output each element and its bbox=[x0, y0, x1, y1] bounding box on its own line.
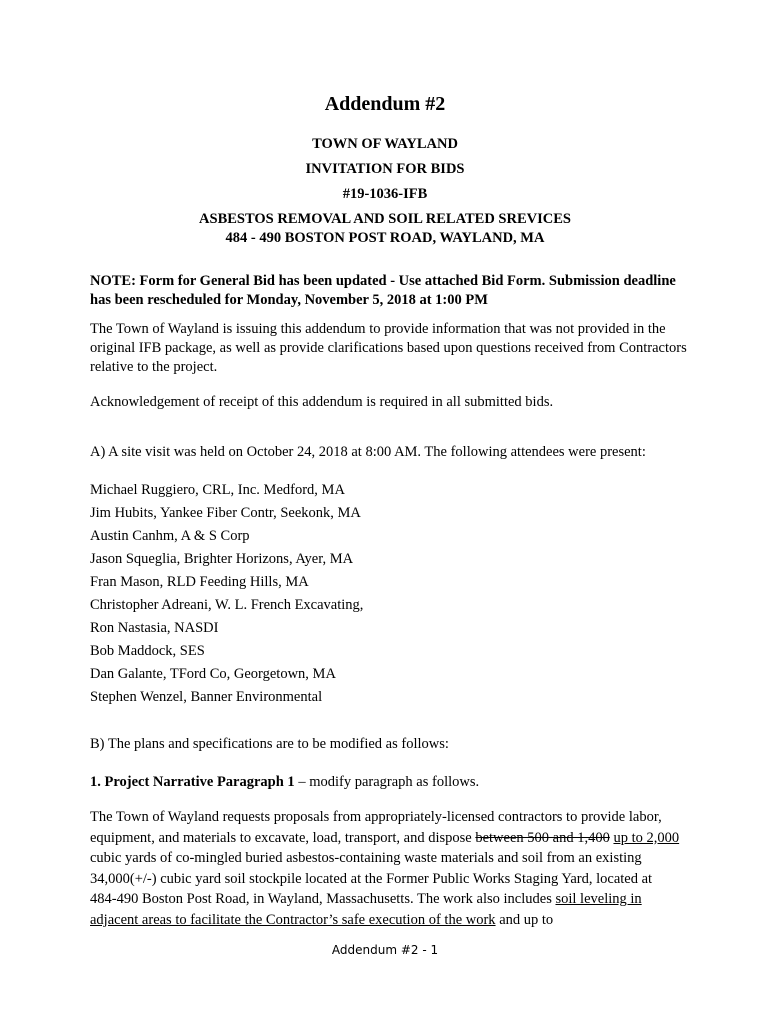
note-paragraph: NOTE: Form for General Bid has been updated - Use attached Bid Form. Submission deadline has been rescheduled for Monday, November 5, 2018 at 1:00 PM bbox=[90, 273, 676, 308]
item-1 bbox=[90, 773, 690, 792]
project-narrative-paragraph bbox=[90, 807, 680, 931]
inserted-text: soil leveling in adjacent areas to facilitate the Contractor’s safe execution of the work bbox=[90, 891, 642, 928]
attendee-list bbox=[90, 481, 690, 711]
list-item: Michael Ruggiero, CRL, Inc. Medford, MA bbox=[90, 482, 345, 498]
section-b-modifications: B) The plans and specifications are to be modified as follows: bbox=[90, 736, 449, 752]
intro-paragraph: The Town of Wayland is issuing this addendum to provide information that was not provided in the original IFB package, as well as provide clarifications based upon questions received from Contractors relative to the project. bbox=[90, 321, 687, 375]
list-item: Fran Mason, RLD Feeding Hills, MA bbox=[90, 574, 309, 590]
list-item: Christopher Adreani, W. L. French Excavating, bbox=[90, 597, 364, 613]
deleted-text: between 500 and 1,400 bbox=[475, 829, 610, 846]
acknowledgement-paragraph: Acknowledgement of receipt of this addendum is required in all submitted bids. bbox=[90, 394, 554, 410]
narrative-text: The Town of Wayland requests proposals from appropriately-licensed contractors to provide labor, equipment, and materials to excavate, load, transport, and dispose bbox=[90, 809, 662, 846]
header-project-address: 484 - 490 BOSTON POST ROAD, WAYLAND, MA bbox=[225, 230, 545, 246]
list-item: Dan Galante, TFord Co, Georgetown, MA bbox=[90, 666, 336, 682]
section-a-site-visit: A) A site visit was held on October 24, 2018 at 8:00 AM. The following attendees were present: bbox=[90, 444, 646, 460]
list-item: Bob Maddock, SES bbox=[90, 643, 205, 659]
header-bid-number: #19-1036-IFB bbox=[342, 186, 428, 202]
inserted-text: up to 2,000 bbox=[613, 829, 680, 846]
list-item: Austin Canhm, A & S Corp bbox=[90, 528, 250, 544]
list-item: Ron Nastasia, NASDI bbox=[90, 620, 219, 636]
list-item: Jason Squeglia, Brighter Horizons, Ayer, MA bbox=[90, 551, 354, 567]
header-project-name: ASBESTOS REMOVAL AND SOIL RELATED SREVICES bbox=[199, 211, 571, 227]
narrative-text: cubic yards of co-mingled buried asbestos-containing waste materials and soil from an existing 34,000(+/-) cubic yard soil stockpile located at the Former Public Works Staging Yard, located at 484-490 Boston Post Road, in Wayland, Massachusetts. The work also includes bbox=[90, 850, 653, 908]
list-item: Jim Hubits, Yankee Fiber Contr, Seekonk, MA bbox=[90, 505, 361, 521]
item-1-heading: 1. Project Narrative Paragraph 1 bbox=[90, 774, 295, 790]
header-invitation: INVITATION FOR BIDS bbox=[305, 161, 465, 177]
page-footer: Addendum #2 - 1 bbox=[331, 943, 439, 957]
narrative-text: and up to bbox=[495, 911, 554, 928]
list-item: Stephen Wenzel, Banner Environmental bbox=[90, 689, 323, 705]
document-title: Addendum #2 bbox=[324, 93, 446, 115]
item-1-instruction: – modify paragraph as follows. bbox=[294, 774, 480, 790]
header-town: TOWN OF WAYLAND bbox=[312, 136, 458, 152]
